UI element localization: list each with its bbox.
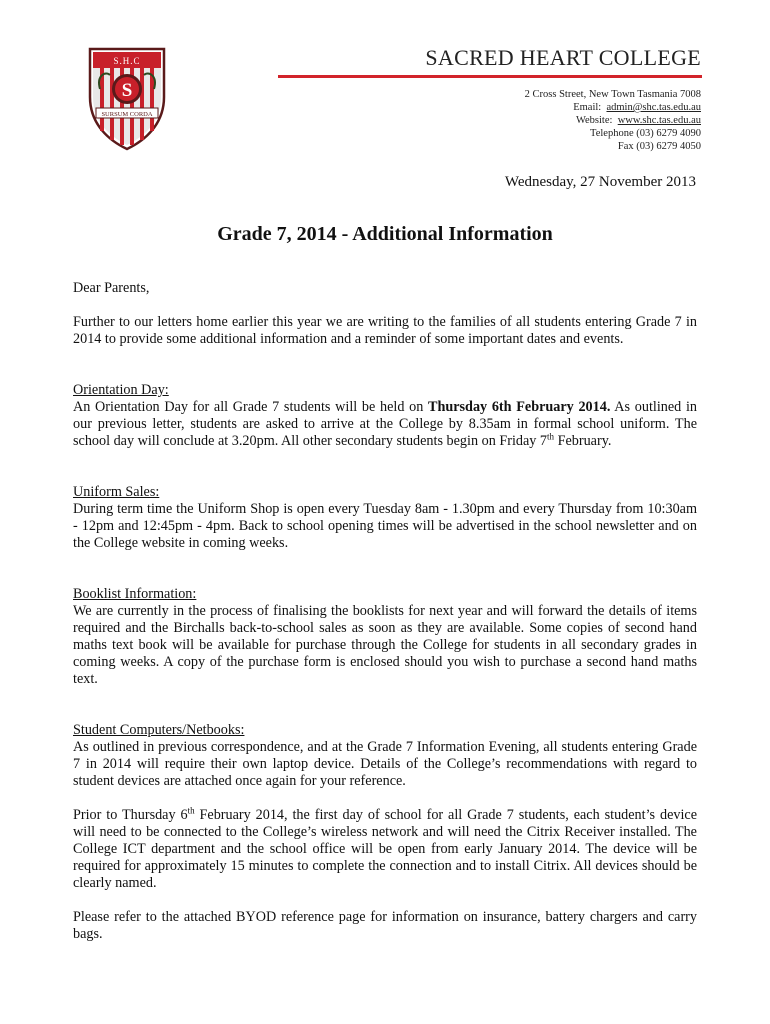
letter-title: Grade 7, 2014 - Additional Information [217, 223, 553, 245]
uniform-paragraph: During term time the Uniform Shop is open every Tuesday 8am - 1.30pm and every Thursday from 10:30am - 12pm and 12:45pm - 4pm. Back to school opening times will be advertised in the school newsletter and on the College website in coming weeks. [73, 501, 697, 551]
computers-heading: Student Computers/Netbooks: [73, 722, 245, 738]
orientation-date: Thursday 6th February 2014. [428, 399, 611, 415]
orientation-heading: Orientation Day: [73, 382, 169, 398]
email-link[interactable]: admin@shc.tas.edu.au [606, 102, 701, 113]
orientation-paragraph: An Orientation Day for all Grade 7 students will be held on Thursday 6th February 2014. As outlined in our previous letter, students are asked to arrive at the College by 8.35am in formal school uniform. The school day will conclude at 3.20pm. All other secondary students begin on Friday 7th February. [73, 399, 697, 449]
crest-top-text: S.H.C [113, 56, 141, 66]
email-line [525, 101, 701, 114]
fax: Fax (03) 6279 4050 [617, 141, 701, 152]
website-label: Website: [575, 115, 613, 126]
booklist-paragraph: We are currently in the process of finalising the booklists for next year and will forward the details of items required and the Birchalls back-to-school sales as soon as they are available. Some copies of second hand maths text book will be available for purchase through the College for students in all secondary grades in coming weeks. A copy of the purchase form is enclosed should you wish to purchase a second hand maths text. [73, 603, 697, 687]
website-link[interactable]: www.shc.tas.edu.au [617, 115, 701, 126]
salutation: Dear Parents, [73, 280, 150, 296]
uniform-heading: Uniform Sales: [73, 484, 160, 500]
computers-paragraph: As outlined in previous correspondence, and at the Grade 7 Information Evening, all students entering Grade 7 in 2014 will require their own laptop device. Details of the College’s recommendations with regard to student devices are attached once again for your reference. [73, 739, 697, 789]
street-address: 2 Cross Street, New Town Tasmania 7008 [524, 89, 701, 100]
college-name: SACRED HEART COLLEGE [425, 45, 701, 70]
website-line [525, 114, 701, 127]
computers-paragraph-3: Please refer to the attached BYOD reference page for information on insurance, battery chargers and carry bags. [73, 909, 697, 942]
letter-date: Wednesday, 27 November 2013 [504, 174, 696, 190]
crest-motto: SURSUM CORDA [101, 111, 153, 118]
intro-paragraph: Further to our letters home earlier this year we are writing to the families of all students entering Grade 7 in 2014 to provide some additional information and a reminder of some important dates and events. [73, 314, 697, 347]
crest-monogram: S [121, 80, 133, 101]
college-crest-logo [86, 45, 168, 151]
booklist-heading: Booklist Information: [73, 586, 197, 602]
telephone: Telephone (03) 6279 4090 [590, 128, 701, 139]
computers-paragraph-2: Prior to Thursday 6th February 2014, the first day of school for all Grade 7 students, each student’s device will need to be connected to the College’s wireless network and will need the Citrix Receiver installed. The College ICT department and the school office will be open from early January 2014. The device will be required for approximately 15 minutes to complete the connection and to install Citrix. All devices should be clearly named. [73, 805, 697, 891]
contact-details [525, 88, 701, 153]
letter-body [73, 280, 697, 943]
email-label: Email: [573, 102, 602, 113]
header-divider [278, 75, 702, 78]
